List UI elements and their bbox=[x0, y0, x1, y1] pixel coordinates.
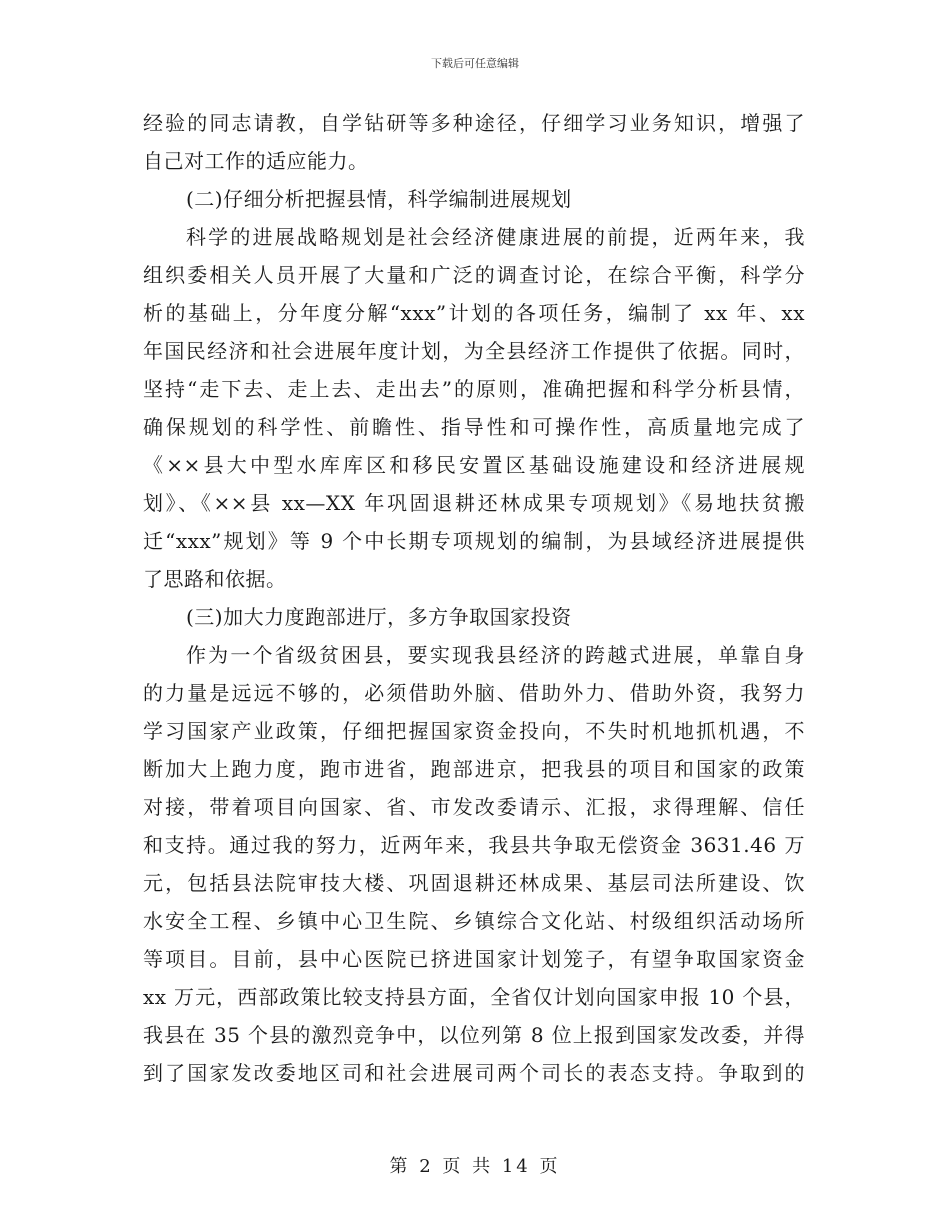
text-line: xx 万元，西部政策比较支持县方面，全省仅计划向国家申报 10 个县， bbox=[143, 985, 805, 1009]
text-line: 了思路和依据。 bbox=[143, 567, 287, 591]
text-line: 等项目。目前，县中心医院已挤进国家计划笼子，有望争取国家资金 bbox=[143, 947, 805, 971]
text-line: 的力量是远远不够的，必须借助外脑、借助外力、借助外资，我努力 bbox=[143, 681, 805, 705]
text-line: 和支持。通过我的努力，近两年来，我县共争取无偿资金 3631.46 万 bbox=[143, 833, 805, 857]
text-line: 坚持“走下去、走上去、走出去”的原则，准确把握和科学分析县情， bbox=[143, 377, 805, 401]
text-line: 对接，带着项目向国家、省、市发改委请示、汇报，求得理解、信任 bbox=[143, 795, 805, 819]
text-line: 我县在 35 个县的激烈竞争中，以位列第 8 位上报到国家发改委，并得 bbox=[143, 1023, 805, 1047]
text-line: 自己对工作的适应能力。 bbox=[143, 149, 369, 173]
text-line: 科学的进展战略规划是社会经济健康进展的前提，近两年来，我 bbox=[186, 225, 805, 249]
page-header: 下载后可任意编辑 bbox=[431, 57, 519, 70]
text-line: 断加大上跑力度，跑市进省，跑部进京，把我县的项目和国家的政策 bbox=[143, 757, 805, 781]
section-heading: (三)加大力度跑部进厅，多方争取国家投资 bbox=[186, 605, 572, 629]
text-line: 元，包括县法院审技大楼、巩固退耕还林成果、基层司法所建设、饮 bbox=[143, 871, 805, 895]
body-text bbox=[143, 104, 805, 1092]
text-line: 迁“xxx”规划》等 9 个中长期专项规划的编制，为县域经济进展提供 bbox=[143, 529, 805, 553]
text-line: 学习国家产业政策，仔细把握国家资金投向，不失时机地抓机遇，不 bbox=[143, 719, 805, 743]
text-line: 确保规划的科学性、前瞻性、指导性和可操作性，高质量地完成了 bbox=[143, 415, 805, 439]
text-line: 水安全工程、乡镇中心卫生院、乡镇综合文化站、村级组织活动场所 bbox=[143, 909, 805, 933]
text-line: 到了国家发改委地区司和社会进展司两个司长的表态支持。争取到的 bbox=[143, 1061, 805, 1085]
text-line: 组织委相关人员开展了大量和广泛的调查讨论，在综合平衡，科学分 bbox=[143, 263, 805, 287]
page-footer: 第 2 页 共 14 页 bbox=[389, 1156, 561, 1177]
section-heading: (二)仔细分析把握县情，科学编制进展规划 bbox=[186, 187, 572, 211]
text-line: 经验的同志请教，自学钻研等多种途径，仔细学习业务知识，增强了 bbox=[143, 111, 805, 135]
text-line: 作为一个省级贫困县，要实现我县经济的跨越式进展，单靠自身 bbox=[186, 643, 805, 667]
text-line: 划》、《××县 xx—XX 年巩固退耕还林成果专项规划》《易地扶贫搬 bbox=[143, 491, 805, 515]
text-line: 年国民经济和社会进展年度计划，为全县经济工作提供了依据。同时， bbox=[143, 339, 805, 363]
text-line: 析的基础上，分年度分解“xxx”计划的各项任务，编制了 xx 年、xx bbox=[143, 301, 805, 325]
text-line: 《××县大中型水库库区和移民安置区基础设施建设和经济进展规 bbox=[143, 453, 805, 477]
